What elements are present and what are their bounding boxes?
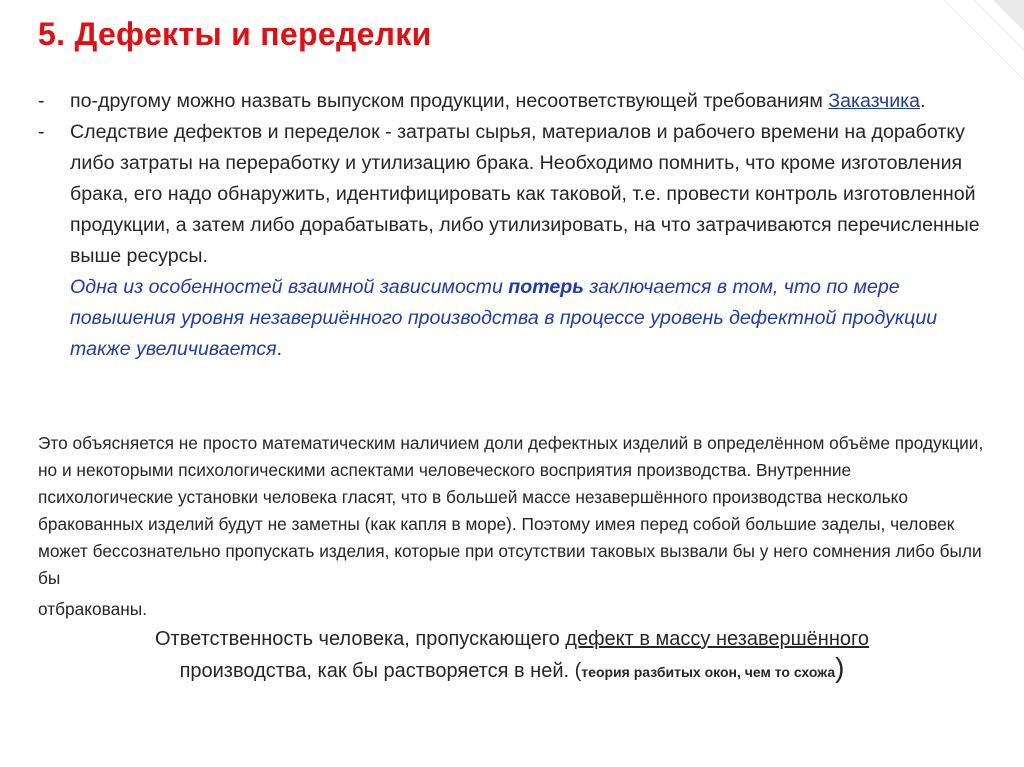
paragraph-main: Это объясняется не просто математическим наличием доли дефектных изделий в определённом объёме продукции, но и некоторыми психологическими аспектами человеческого восприятия производства. Внутренние психологические установки человека гласят, что в большей массе незавершённого производства несколько бракованных изделий будут не заметны (как капля в море). Поэтому имея перед собой большие заделы, человек может бессознательно пропускать изделия, которые при отсутствии таковых вызвали бы у него сомнения либо были бы [38,433,984,588]
broken-windows-note: теория разбитых окон, чем то схожа [581,664,836,680]
customer-link[interactable]: Заказчика [828,90,921,112]
bullet-text-main: Следствие дефектов и переделок - затраты сырья, материалов и рабочего времени на доработку либо затраты на переработку и утилизацию брака. Необходимо помнить, что кроме изготовления брака, его надо обнаружить, идентифицировать как таковой, т.е. провести контроль изготовленной продукции, а затем либо дорабатывать, либо утилизировать, на что затрачиваются перечисленные выше ресурсы. [70,121,980,267]
emphasis-bold: потерь [508,276,584,298]
bullet-dash: - [38,90,45,112]
bullet-text-main: по-другому можно назвать выпуском продукции, несоответствующей требованиям [70,90,829,112]
list-item [38,86,998,117]
emphasis-dot: . [276,338,283,360]
emphasis-text [70,276,937,360]
emphasis-end: заключается в том, что по мере повышения уровня незавершённого производства в процессе уровень дефектной продукции также увеличивается [70,276,938,360]
bullet-text [70,117,998,365]
closing-underlined: дефект в массу незавершённого [565,628,869,650]
closing-statement [0,624,1024,687]
bullet-text [70,86,998,117]
explanation-paragraph [38,430,988,623]
closing-start: Ответственность человека, пропускающего [155,628,566,650]
page-title: 5. Дефекты и переделки [38,16,432,52]
bullet-text-tail: . [920,90,926,112]
paragraph-last: отбракованы. [38,599,147,619]
close-paren: ) [835,652,845,683]
bullet-list [38,86,998,365]
emphasis-start: Одна из особенностей взаимной зависимости [70,276,509,298]
bullet-dash: - [38,121,45,143]
open-paren: ( [574,660,582,682]
list-item [38,117,998,365]
closing-line2: производства, как бы растворяется в ней. [179,660,575,682]
